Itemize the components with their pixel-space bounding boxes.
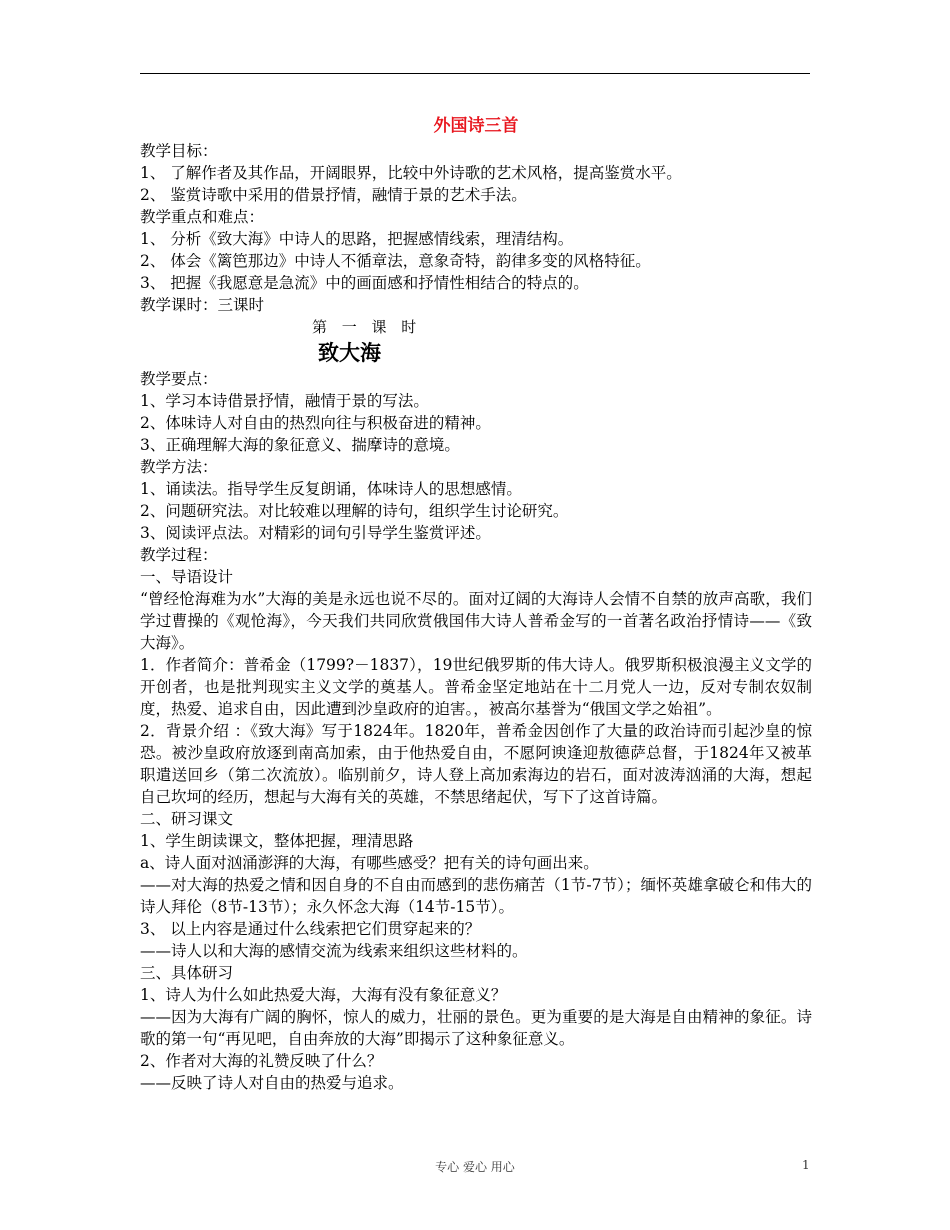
text-line: 1、 了解作者及其作品，开阔眼界，比较中外诗歌的艺术风格，提高鉴赏水平。 <box>140 164 682 182</box>
footer-text: 专心 爱心 用心 <box>435 1160 515 1174</box>
text-line: 3、正确理解大海的象征意义、揣摩诗的意境。 <box>140 436 460 454</box>
text-line: 2、作者对大海的礼赞反映了什么？ <box>140 1052 383 1070</box>
text-line: 一、导语设计 <box>140 568 234 586</box>
background-paragraph: 2．背景介绍 ：《致大海》写于1824年。1820年，普希金因创作了大量的政治诗而引起沙皇的惊恐。被沙皇政府放逐到南高加索，由于他热爱自由，不愿阿谀逢迎敖德萨总督，于1824年又被革职遣送回乡（第二次流放）。临别前夕，诗人登上高加索海边的岩石，面对波涛汹涌的大海，想起自己坎坷的经历，想起与大海有关的英雄，不禁思绪起伏，写下了这首诗篇。 <box>140 722 812 806</box>
text-line: 教学要点： <box>140 370 218 388</box>
text-line: 2、 鉴赏诗歌中采用的借景抒情，融情于景的艺术手法。 <box>140 186 527 204</box>
text-line: 教学过程： <box>140 546 218 564</box>
text-line: 1、诗人为什么如此热爱大海，大海有没有象征意义？ <box>140 986 507 1004</box>
answer-paragraph: ——因为大海有广阔的胸怀，惊人的威力，壮丽的景色。更为重要的是大海是自由精神的象征。诗歌的第一句“再见吧，自由奔放的大海”即揭示了这种象征意义。 <box>140 1008 812 1048</box>
text-line: 3、阅读评点法。对精彩的词句引导学生鉴赏评述。 <box>140 524 491 542</box>
text-line: 2、体味诗人对自由的热烈向往与积极奋进的精神。 <box>140 414 491 432</box>
text-line: 3、 以上内容是通过什么线索把它们贯穿起来的？ <box>140 920 481 938</box>
document-body <box>140 112 812 1094</box>
text-line: 教学课时：三课时 <box>140 296 265 314</box>
text-line: 1、学习本诗借景抒情，融情于景的写法。 <box>140 392 429 410</box>
author-paragraph: 1．作者简介：普希金（1799?－1837），19世纪俄罗斯的伟大诗人。俄罗斯积极浪漫主义文学的开创者，也是批判现实主义文学的奠基人。普希金坚定地站在十二月党人一边，反对专制农奴制度，热爱、追求自由，因此遭到沙皇政府的迫害。，被高尔基誉为“俄国文学之始祖”。 <box>140 656 812 718</box>
poem-title: 致大海 <box>318 341 381 365</box>
text-line: 教学目标： <box>140 142 218 160</box>
intro-paragraph: “曾经怆海难为水”大海的美是永远也说不尽的。面对辽阔的大海诗人会情不自禁的放声高歌，我们学过曹操的《观怆海》，今天我们共同欣赏俄国伟大诗人普希金写的一首著名政治抒情诗——《致大海》。 <box>140 590 812 652</box>
text-line: 1、 分析《致大海》中诗人的思路，把握感情线索，理清结构。 <box>140 230 574 248</box>
text-line: 教学重点和难点： <box>140 208 265 226</box>
header-rule <box>140 73 810 74</box>
text-line: 2、 体会《篱笆那边》中诗人不循章法，意象奇特，韵律多变的风格特征。 <box>140 252 651 270</box>
text-line: 教学方法： <box>140 458 218 476</box>
text-line: 三、具体研习 <box>140 964 234 982</box>
lesson-label: 第 一 课 时 <box>312 318 422 336</box>
page-number: 1 <box>802 1158 810 1172</box>
text-line: 3、 把握《我愿意是急流》中的画面感和抒情性相结合的特点的。 <box>140 274 589 292</box>
document-title: 外国诗三首 <box>433 116 519 136</box>
text-line: 2、问题研究法。对比较难以理解的诗句，组织学生讨论研究。 <box>140 502 569 520</box>
text-line: 1、学生朗读课文，整体把握，理清思路 <box>140 832 414 850</box>
text-line: 1、诵读法。指导学生反复朗诵，体味诗人的思想感情。 <box>140 480 522 498</box>
text-line: ——反映了诗人对自由的热爱与追求。 <box>140 1074 404 1092</box>
answer-paragraph: ——对大海的热爱之情和因自身的不自由而感到的悲伤痛苦（1节-7节）；缅怀英雄拿破仑和伟大的诗人拜伦（8节-13节）；永久怀念大海（14节-15节）。 <box>140 876 812 916</box>
text-line: 二、研习课文 <box>140 810 234 828</box>
text-line: ——诗人以和大海的感情交流为线索来组织这些材料的。 <box>140 942 528 960</box>
text-line: a、诗人面对汹涌澎湃的大海，有哪些感受？把有关的诗句画出来。 <box>140 854 599 872</box>
